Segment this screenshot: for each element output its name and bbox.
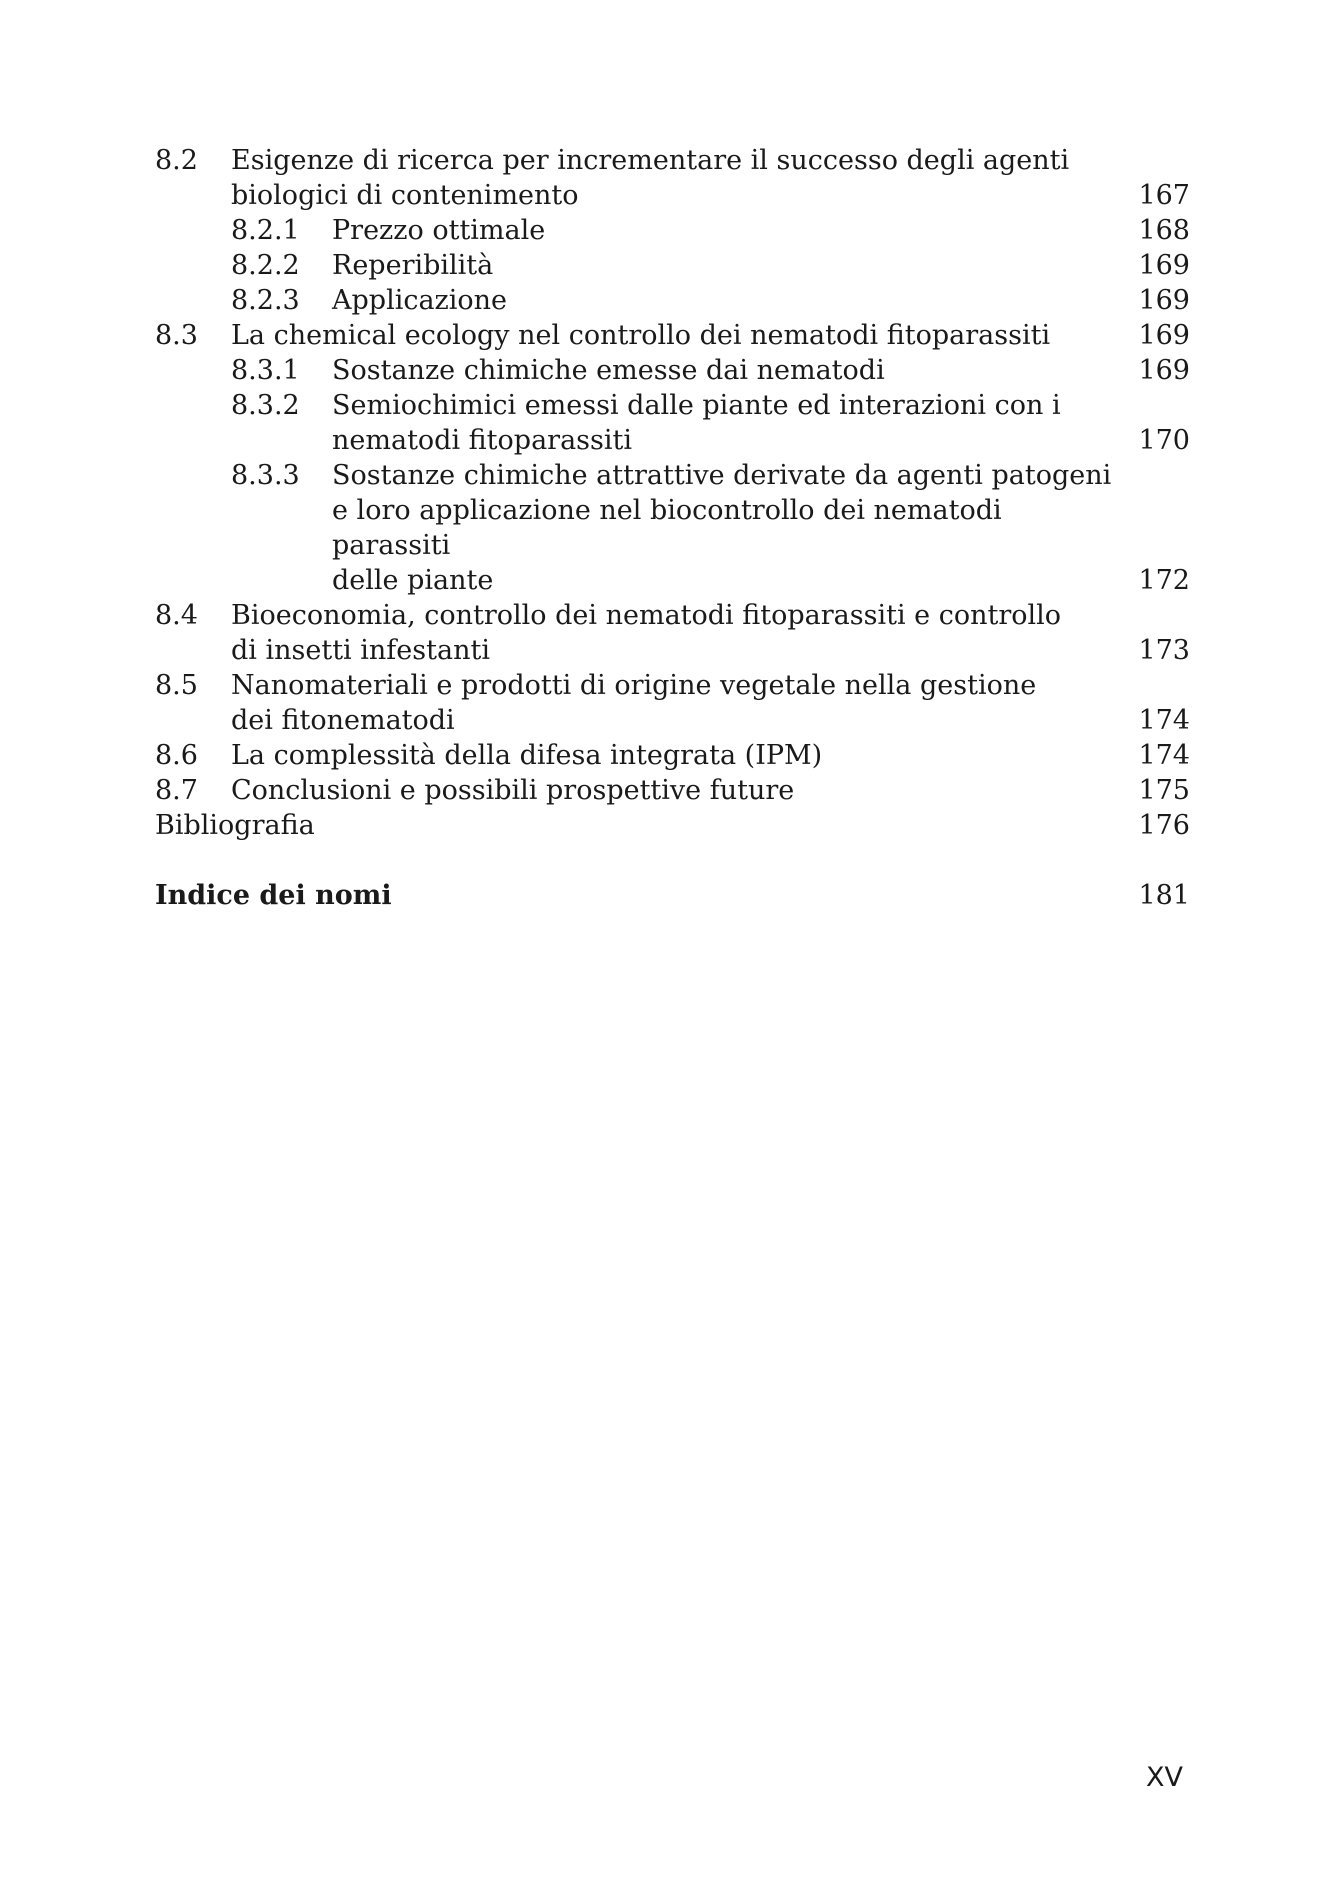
section-title: di insetti infestanti xyxy=(231,635,490,666)
section-number: 8.2.3 xyxy=(231,285,300,316)
section-title: Conclusioni e possibili prospettive future xyxy=(231,775,795,806)
toc-entry-8-6 xyxy=(155,738,1190,773)
toc-entry-8-4 xyxy=(155,598,1190,633)
section-title: Esigenze di ricerca per incrementare il successo degli agenti xyxy=(231,145,1070,176)
page-number: 168 xyxy=(1138,215,1190,246)
section-number: 8.7 xyxy=(155,775,198,806)
toc-entry-8-7 xyxy=(155,773,1190,808)
section-title: biologici di contenimento xyxy=(231,180,579,211)
page-number: 174 xyxy=(1138,740,1190,771)
toc-entry-8-3-2 xyxy=(155,388,1190,423)
section-title: dei fitonematodi xyxy=(231,705,455,736)
toc-entry-8-3-1 xyxy=(155,353,1190,388)
toc-entry-8-2-3 xyxy=(155,283,1190,318)
page-number: 173 xyxy=(1138,635,1190,666)
section-title: nematodi fitoparassiti xyxy=(332,425,633,456)
toc-entry-8-3-3-cont xyxy=(155,493,1190,563)
section-title: delle piante xyxy=(332,565,494,596)
section-title: La chemical ecology nel controllo dei nematodi fitoparassiti xyxy=(231,320,1051,351)
section-number: 8.2.2 xyxy=(231,250,300,281)
section-title: Semiochimici emessi dalle piante ed interazioni con i xyxy=(332,390,1061,421)
table-of-contents xyxy=(155,143,1190,913)
page-number: 170 xyxy=(1138,425,1190,456)
section-number: 8.4 xyxy=(155,600,198,631)
section-title: Bioeconomia, controllo dei nematodi fitoparassiti e controllo xyxy=(231,600,1062,631)
section-title: Bibliografia xyxy=(155,810,315,841)
toc-entry-8-3-3 xyxy=(155,458,1190,493)
section-number: 8.6 xyxy=(155,740,198,771)
toc-entry-8-2 xyxy=(155,143,1190,178)
section-number: 8.3 xyxy=(155,320,198,351)
page-number: 169 xyxy=(1138,355,1190,386)
chapter-title: Indice dei nomi xyxy=(155,880,392,911)
toc-entry-8-5 xyxy=(155,668,1190,703)
page-number: 174 xyxy=(1138,705,1190,736)
section-number: 8.2.1 xyxy=(231,215,300,246)
page-number: 181 xyxy=(1138,880,1190,911)
section-title: Reperibilità xyxy=(332,250,494,281)
toc-entry-8-3-3-cont2 xyxy=(155,563,1190,598)
spacer xyxy=(155,843,1190,878)
section-title: Prezzo ottimale xyxy=(332,215,546,246)
page-number: 176 xyxy=(1138,810,1190,841)
toc-entry-bibliografia xyxy=(155,808,1190,843)
section-number: 8.3.3 xyxy=(231,460,300,491)
toc-entry-8-2-2 xyxy=(155,248,1190,283)
section-title: e loro applicazione nel biocontrollo dei nematodi parassiti xyxy=(332,495,1002,561)
page-number: 167 xyxy=(1138,180,1190,211)
toc-entry-8-5-cont xyxy=(155,703,1190,738)
page-number: 175 xyxy=(1138,775,1190,806)
section-number: 8.2 xyxy=(155,145,198,176)
section-title: La complessità della difesa integrata (IPM) xyxy=(231,740,823,771)
toc-entry-8-2-1 xyxy=(155,213,1190,248)
section-number: 8.3.1 xyxy=(231,355,300,386)
page-number: 169 xyxy=(1138,285,1190,316)
section-title: Sostanze chimiche emesse dai nematodi xyxy=(332,355,885,386)
toc-entry-8-2-cont xyxy=(155,178,1190,213)
page-folio: XV xyxy=(1146,1762,1183,1793)
toc-entry-indice-dei-nomi xyxy=(155,878,1190,913)
toc-entry-8-3-2-cont xyxy=(155,423,1190,458)
section-number: 8.5 xyxy=(155,670,198,701)
page-number: 169 xyxy=(1138,320,1190,351)
section-title: Sostanze chimiche attrattive derivate da agenti patogeni xyxy=(332,460,1112,491)
page-number: 172 xyxy=(1138,565,1190,596)
section-title: Applicazione xyxy=(332,285,508,316)
toc-entry-8-3 xyxy=(155,318,1190,353)
toc-entry-8-4-cont xyxy=(155,633,1190,668)
section-title: Nanomateriali e prodotti di origine vegetale nella gestione xyxy=(231,670,1037,701)
section-number: 8.3.2 xyxy=(231,390,300,421)
page-number: 169 xyxy=(1138,250,1190,281)
